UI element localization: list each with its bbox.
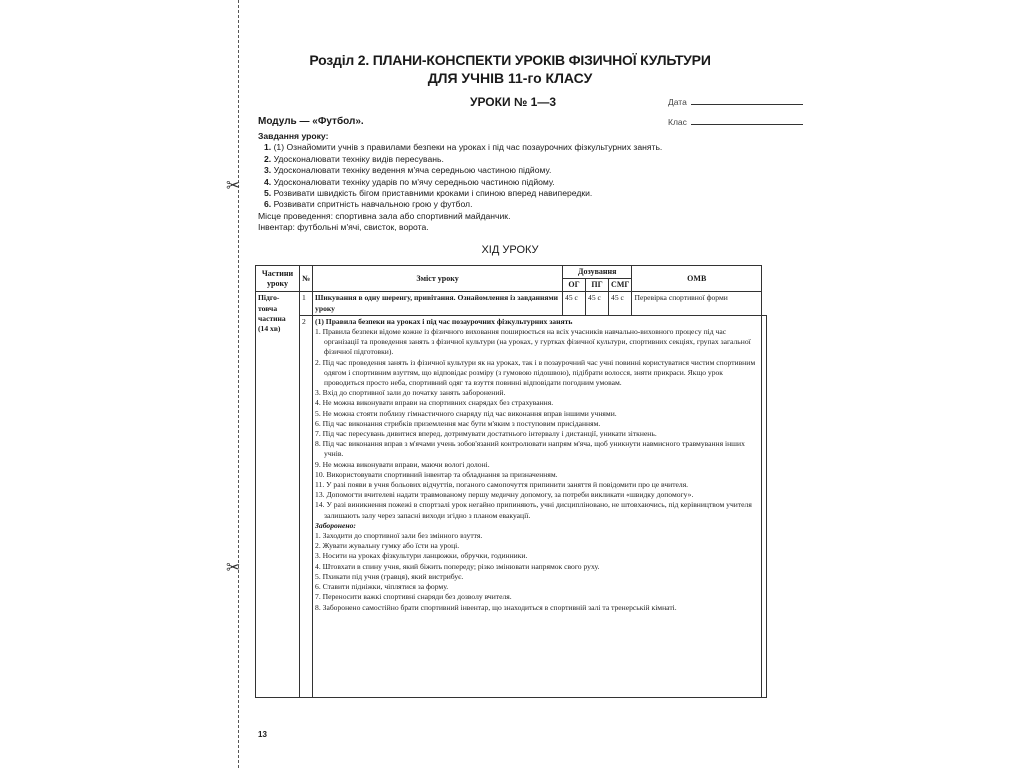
date-label: Дата [668, 97, 687, 107]
cell-part: Підго-товча частина (14 хв) [256, 292, 300, 697]
rule-item: 13. Допомогти вчителеві надати травмованому першу медичну допомогу, за потреби викликати «швидку допомогу». [315, 490, 694, 500]
table-header-row [256, 266, 767, 279]
section-title: Розділ 2. ПЛАНИ-КОНСПЕКТИ УРОКІВ ФІЗИЧНОЇ КУЛЬТУРИ [309, 52, 711, 68]
forbidden-item: 8. Заборонено самостійно брати спортивний інвентар, що знаходиться в спортивній залі та тренерській кімнаті. [315, 602, 677, 612]
place-line: Місце проведення: спортивна зала або спортивний майданчик. [258, 210, 511, 221]
scissors-icon: ✂ [226, 176, 241, 196]
scissors-icon: ✂ [226, 558, 241, 578]
lessons-label: УРОКИ № 1—3 [470, 95, 556, 109]
header-omv: ОМВ [632, 266, 762, 292]
date-field [668, 96, 803, 107]
class-line [691, 116, 803, 125]
header-og: ОГ [563, 279, 586, 292]
task-item: 4. Удосконалювати техніку ударів по м'ячу середньою частиною підйому. [264, 176, 555, 187]
forbidden-item: 7. Переносити важкі спортивні снаряди без дозволу вчителя. [315, 592, 512, 602]
cell-content [313, 315, 762, 697]
forbidden-item: 4. Штовхати в спину учня, який біжить попереду; різко змінювати напрямок свого руху. [315, 561, 600, 571]
rule-item: 2. Під час проведення занять із фізичної культури як на уроках, так і в позаурочний час учні повинні користуватися чистим спортивним одягом і спортивним взуттям, що відповідає розміру (з гумовою підошвою), підібрати волосся, зняти прикраси. Якщо урок проводиться просто неба, спортивний одяг та взуття повинні відповідати погодним умовам. [315, 357, 756, 388]
forbidden-item: 3. Носити на уроках фізкультури ланцюжки, обручки, годинники. [315, 551, 528, 561]
rule-item: 1. Правила безпеки відоме кожне із фізичного виховання поширюється на всіх учасників навчально-виховного процесу під час організації та проведення занять з фізичної культури (на уроках, у гуртках фізичної культури, спортивних секціях, групах загальної фізичної підготовки). [315, 327, 751, 357]
lesson-tasks [258, 131, 758, 234]
cell-num: 1 [300, 292, 313, 315]
header-smg: СМГ [609, 279, 632, 292]
tasks-list [258, 142, 758, 210]
rule-item: 6. Під час виконання стрибків приземлення має бути м'яким з поступовим присіданням. [315, 418, 601, 428]
cell-omv: Перевірка спортивної форми [632, 292, 762, 315]
rule-item: 11. У разі появи в учня больових відчуттів, поганого самопочуття припинити заняття й повідомити про це вчителя. [315, 480, 689, 490]
task-item: 6. Розвивати спритність навчальною грою у футбол. [264, 199, 473, 210]
rule-item: 3. Вхід до спортивної зали до початку занять заборонений. [315, 388, 506, 398]
rules-heading: (1) Правила безпеки на уроках і під час позаурочних фізкультурних занять [315, 316, 573, 326]
cell-content: Шикування в одну шеренгу, привітання. Ознайомлення із завданнями уроку [313, 292, 563, 315]
cell-pg: 45 с [586, 292, 609, 315]
rule-item: 9. Не можна виконувати вправи, маючи вологі долоні. [315, 459, 490, 469]
rule-item: 8. Під час виконання вправ з м'ячами учень зобов'язаний контролювати напрям м'яча, щоб уникнути навмисного травмування інших учнів. [315, 439, 745, 459]
forbidden-item: 1. Заходити до спортивної зали без змінного взуття. [315, 531, 483, 541]
header-pg: ПГ [586, 279, 609, 292]
cut-line [238, 0, 239, 768]
course-heading: ХІД УРОКУ [481, 244, 539, 256]
forbidden-label: Заборонено: [315, 520, 356, 530]
rule-item: 10. Використовувати спортивний інвентар та обладнання за призначенням. [315, 469, 558, 479]
forbidden-item: 6. Ставити підніжки, чіплятися за форму. [315, 582, 449, 592]
class-label: Клас [668, 117, 687, 127]
task-item: 5. Розвивати швидкість бігом приставними кроками і спиною вперед навипередки. [264, 188, 593, 199]
cell-num: 2 [300, 315, 313, 697]
section-subtitle: ДЛЯ УЧНІВ 11-го КЛАСУ [427, 70, 593, 86]
table-row [256, 315, 767, 697]
header-content: Зміст уроку [313, 266, 563, 292]
header-num: № [300, 266, 313, 292]
cell-og: 45 с [563, 292, 586, 315]
lesson-table [255, 265, 767, 698]
rule-item: 7. Під час пересувань дивитися вперед, дотримувати достатнього інтервалу і дистанції, уникати зіткнень. [315, 429, 657, 439]
forbidden-item: 2. Жувати жувальну гумку або їсти на уроці. [315, 541, 460, 551]
cell-omv [762, 315, 767, 697]
inventory-line: Інвентар: футбольні м'ячі, свисток, ворота. [258, 222, 429, 233]
date-line [691, 96, 803, 105]
class-field [668, 116, 803, 127]
header-dosage: Дозування [563, 266, 632, 279]
task-item: 3. Удосконалювати техніку ведення м'яча середньою частиною підйому. [264, 165, 552, 176]
header-part: Частини уроку [256, 266, 300, 292]
rule-item: 4. Не можна виконувати вправи на спортивних снарядах без страхування. [315, 398, 554, 408]
table-row [256, 292, 767, 315]
rule-item: 14. У разі виникнення пожежі в спортзалі урок негайно припиняють, учні дисципліновано, не штовхаючись, під керівництвом учителя залишають залу через запасні виходи згідно з планом евакуації. [315, 500, 752, 520]
page-number: 13 [258, 730, 267, 739]
rule-item: 5. Не можна стояти поблизу гімнастичного снаряду під час виконання вправ іншими учнями. [315, 408, 617, 418]
module-line: Модуль — «Футбол». [258, 116, 364, 127]
forbidden-item: 5. Пхикати під учня (гравця), який вистрибує. [315, 571, 464, 581]
tasks-label: Завдання уроку: [258, 131, 329, 141]
cell-smg: 45 с [609, 292, 632, 315]
task-item: 1. (1) Ознайомити учнів з правилами безпеки на уроках і під час позаурочних фізкультурних занять. [264, 142, 663, 153]
task-item: 2. Удосконалювати техніку видів пересувань. [264, 153, 444, 164]
